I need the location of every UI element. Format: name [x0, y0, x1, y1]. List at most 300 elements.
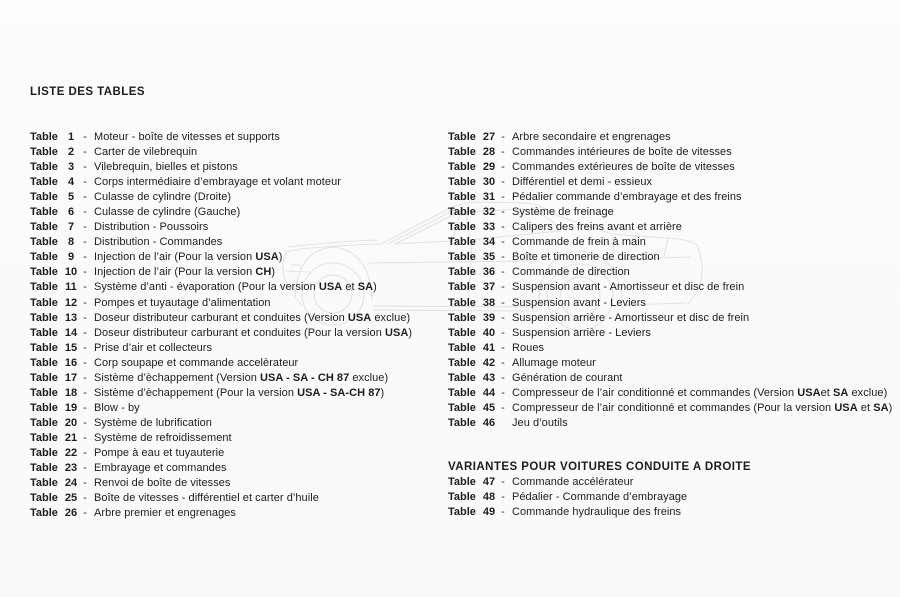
table-row-separator: -: [501, 161, 505, 174]
table-list-left: [30, 130, 448, 521]
table-row-label: Table: [30, 161, 58, 174]
table-row-separator: -: [83, 146, 87, 159]
table-row: [30, 175, 448, 190]
variants-heading: VARIANTES POUR VOITURES CONDUITE A DROITE: [448, 460, 751, 473]
table-row-separator: -: [83, 341, 87, 354]
table-row-label: Table: [30, 221, 58, 234]
table-row-label: Table: [30, 401, 58, 414]
table-row: [448, 356, 900, 371]
description-segment: Système d’anti - évaporation (Pour la version: [94, 281, 319, 294]
table-row-separator: -: [501, 341, 505, 354]
description-segment: Pédalier - Commande d’embrayage: [512, 490, 688, 503]
table-row-number: 45: [482, 401, 496, 414]
table-row: [448, 490, 900, 505]
table-row-number: 46: [482, 416, 496, 429]
table-row-label: Table: [30, 341, 58, 354]
table-row: [448, 190, 900, 205]
description-bold-segment: USA - SA-CH 87: [297, 386, 381, 399]
table-row-description: [91, 130, 280, 145]
description-segment: Suspension arrière - Amortisseur et disc de frein: [512, 311, 750, 324]
table-row: [448, 175, 900, 190]
table-row-description: [91, 386, 384, 401]
table-row: [448, 235, 900, 250]
table-row-label: Table: [448, 191, 476, 204]
description-bold-segment: SA: [873, 401, 889, 414]
table-row-label: Table: [448, 176, 476, 189]
table-row-separator: -: [83, 311, 87, 324]
table-row-separator: -: [83, 446, 87, 459]
description-segment: Injection de l’air (Pour la version: [94, 251, 256, 264]
table-row-number: 44: [482, 386, 496, 399]
description-segment: ): [888, 401, 893, 414]
table-row-number: 16: [64, 356, 78, 369]
table-row-label: Table: [30, 507, 58, 520]
table-row: [30, 311, 448, 326]
description-segment: Allumage moteur: [512, 356, 596, 369]
table-row-label: Table: [30, 326, 58, 339]
table-row: [30, 446, 448, 461]
table-row-description: [509, 205, 614, 220]
table-row: [448, 475, 900, 490]
table-row-description: [91, 341, 212, 356]
table-row-separator: -: [501, 191, 505, 204]
table-row-description: [509, 250, 660, 265]
table-row-separator: -: [501, 356, 505, 369]
description-segment: Distribution - Commandes: [94, 236, 223, 249]
table-row: [448, 401, 900, 416]
table-row-number: 43: [482, 371, 496, 384]
table-row-separator: -: [83, 431, 87, 444]
description-segment: Système de freinage: [512, 206, 614, 219]
description-bold-segment: USA: [318, 281, 343, 294]
description-segment: Arbre secondaire et engrenages: [512, 131, 671, 143]
description-segment: Blow - by: [94, 401, 140, 414]
table-row-description: [509, 341, 544, 356]
table-row-separator: -: [83, 281, 87, 294]
table-row-description: [91, 476, 231, 491]
table-row-description: [91, 446, 224, 461]
table-row-separator: -: [501, 206, 505, 219]
description-segment: Culasse de cylindre (Droite): [94, 191, 232, 204]
table-row: [30, 220, 448, 235]
description-segment: Génération de courant: [512, 371, 623, 384]
description-segment: exclue): [848, 386, 888, 399]
table-row-number: 13: [64, 311, 78, 324]
table-row-description: [509, 175, 652, 190]
table-row-separator: -: [501, 221, 505, 234]
description-segment: Prise d’air et collecteurs: [94, 341, 213, 354]
table-row-label: Table: [448, 341, 476, 354]
table-row-description: [509, 145, 732, 160]
table-row-number: 5: [67, 191, 75, 204]
table-row-description: [509, 416, 568, 431]
table-row-separator: -: [501, 475, 505, 488]
description-segment: Commande accélérateur: [512, 475, 634, 488]
table-row-label: Table: [30, 431, 58, 444]
description-segment: Doseur distributeur carburant et conduites (Version: [94, 311, 348, 324]
table-row-description: [509, 490, 687, 505]
table-row-separator: -: [83, 296, 87, 309]
description-segment: Sistème d’èchappement (Pour la version: [94, 386, 298, 399]
table-row-label: Table: [30, 356, 58, 369]
table-row-label: Table: [448, 161, 476, 174]
table-row: [448, 145, 900, 160]
description-segment: Injection de l’air (Pour la version: [94, 266, 256, 279]
page-title: LISTE DES TABLES: [30, 86, 145, 98]
table-row-separator: -: [83, 386, 87, 399]
table-row-description: [91, 145, 197, 160]
table-row-number: 22: [64, 446, 78, 459]
description-bold-segment: USA: [834, 401, 858, 414]
table-row: [30, 506, 448, 521]
table-row-separator: -: [501, 296, 505, 309]
table-row: [30, 371, 448, 386]
table-row-number: 24: [64, 477, 78, 490]
table-row: [448, 130, 900, 145]
table-row-number: 26: [64, 507, 78, 520]
description-segment: Compresseur de l’air conditionné et commandes (Pour la version: [512, 401, 835, 414]
table-row-number: 15: [64, 341, 78, 354]
table-row-label: Table: [30, 281, 58, 294]
table-row: [30, 461, 448, 476]
table-row-label: Table: [30, 311, 58, 324]
description-bold-segment: SA: [357, 281, 374, 294]
table-row-number: 39: [482, 311, 496, 324]
table-row-description: [91, 190, 231, 205]
table-row-label: Table: [30, 146, 58, 159]
table-row-label: Table: [30, 386, 58, 399]
table-row-number: 47: [482, 475, 496, 488]
table-row: [30, 235, 448, 250]
table-row: [30, 296, 448, 311]
table-row-label: Table: [30, 266, 58, 279]
table-row-number: 12: [64, 296, 78, 309]
description-segment: Pompes et tuyautage d’alimentation: [94, 296, 271, 309]
table-row-description: [91, 311, 410, 326]
table-row: [448, 220, 900, 235]
description-segment: ): [278, 251, 283, 264]
table-row-number: 27: [482, 131, 496, 143]
table-row-label: Table: [448, 490, 476, 503]
table-row-number: 35: [482, 251, 496, 264]
table-row-number: 1: [67, 131, 75, 143]
table-row-description: [509, 326, 651, 341]
table-row-description: [509, 265, 630, 280]
table-row-separator: -: [83, 206, 87, 219]
table-row-number: 41: [482, 341, 496, 354]
table-row-description: [91, 205, 240, 220]
table-row-label: Table: [448, 416, 476, 429]
table-row: [30, 130, 448, 145]
table-row-label: Table: [448, 206, 476, 219]
table-row: [448, 160, 900, 175]
table-row-separator: -: [83, 416, 87, 429]
table-row: [30, 280, 448, 295]
table-row-description: [509, 371, 623, 386]
description-bold-segment: USA: [384, 326, 409, 339]
table-row-separator: -: [501, 386, 505, 399]
description-segment: Distribution - Poussoirs: [94, 221, 209, 234]
table-row-label: Table: [30, 296, 58, 309]
description-bold-segment: CH: [255, 266, 272, 279]
description-segment: ): [408, 326, 413, 339]
table-row-number: 37: [482, 281, 496, 294]
table-row: [448, 250, 900, 265]
table-row-description: [509, 280, 744, 295]
description-segment: Système de refroidissement: [94, 431, 232, 444]
table-row-description: [91, 371, 388, 386]
table-row: [30, 145, 448, 160]
table-row-description: [91, 506, 236, 521]
description-segment: Pédalier commande d’embrayage et des freins: [512, 191, 742, 204]
table-row: [30, 326, 448, 341]
table-row-number: 4: [67, 176, 75, 189]
description-segment: Arbre premier et engrenages: [94, 507, 236, 520]
table-row-separator: -: [83, 191, 87, 204]
table-row-separator: -: [83, 221, 87, 234]
table-row: [448, 371, 900, 386]
description-segment: Jeu d’outils: [512, 416, 568, 429]
table-row-number: 6: [67, 206, 75, 219]
table-row: [30, 250, 448, 265]
table-row-separator: -: [501, 266, 505, 279]
table-row-description: [509, 386, 887, 401]
table-row-number: 17: [64, 371, 78, 384]
description-segment: exclue): [371, 311, 411, 324]
table-row-separator: -: [83, 236, 87, 249]
table-row-label: Table: [448, 506, 476, 519]
description-segment: Pompe à eau et tuyauterie: [94, 446, 225, 459]
table-row-number: 32: [482, 206, 496, 219]
table-row-description: [91, 175, 341, 190]
table-row-description: [509, 505, 681, 520]
description-segment: Roues: [512, 341, 545, 354]
description-segment: ): [380, 386, 385, 399]
table-row-separator: -: [501, 176, 505, 189]
table-row-number: 42: [482, 356, 496, 369]
table-row-description: [509, 311, 749, 326]
table-row-number: 19: [64, 401, 78, 414]
variants-table-list: [448, 475, 900, 520]
description-segment: Compresseur de l’air conditionné et commandes (Version: [512, 386, 798, 399]
table-row-separator: -: [83, 251, 87, 264]
table-row-separator: -: [501, 371, 505, 384]
description-segment: Suspension avant - Leviers: [512, 296, 646, 309]
table-row-description: [509, 401, 892, 416]
description-segment: Corps intermédiaire d’embrayage et volant moteur: [94, 176, 341, 189]
table-row-description: [91, 265, 275, 280]
description-segment: Doseur distributeur carburant et conduites (Pour la version: [94, 326, 385, 339]
table-row-description: [91, 160, 238, 175]
table-row-number: 49: [482, 506, 496, 519]
table-row: [30, 190, 448, 205]
table-row-description: [509, 220, 682, 235]
table-row-separator: -: [83, 507, 87, 520]
description-segment: Culasse de cylindre (Gauche): [94, 206, 241, 219]
table-row-label: Table: [30, 492, 58, 505]
description-segment: Suspension arrière - Leviers: [512, 326, 651, 339]
table-row-number: 9: [67, 251, 75, 264]
table-row-description: [509, 235, 646, 250]
table-row-number: 2: [67, 146, 75, 159]
table-row-label: Table: [30, 131, 58, 143]
table-row-label: Table: [30, 371, 58, 384]
description-bold-segment: USA: [797, 386, 821, 399]
table-row: [448, 505, 900, 520]
table-row-separator: -: [83, 176, 87, 189]
table-row-separator: -: [501, 490, 505, 503]
table-row-separator: -: [501, 506, 505, 519]
table-row-separator: -: [83, 462, 87, 475]
table-row-label: Table: [30, 236, 58, 249]
table-row-label: Table: [30, 191, 58, 204]
description-segment: Carter de vilebrequin: [94, 146, 198, 159]
table-row-description: [91, 220, 208, 235]
right-column: [448, 130, 900, 520]
description-segment: Vilebrequin, bielles et pistons: [94, 161, 238, 174]
table-row-number: 11: [65, 281, 77, 294]
table-row-number: 8: [67, 236, 75, 249]
table-row-separator: -: [501, 131, 505, 143]
description-segment: Renvoi de boîte de vitesses: [94, 477, 231, 490]
description-segment: Commandes extérieures de boîte de vitesses: [512, 161, 735, 174]
table-row-description: [509, 356, 596, 371]
table-row-number: 25: [64, 492, 78, 505]
table-row-separator: -: [501, 326, 505, 339]
table-row-separator: -: [501, 311, 505, 324]
left-column: [30, 130, 448, 521]
description-segment: et: [857, 401, 874, 414]
table-row: [30, 431, 448, 446]
table-row-label: Table: [30, 477, 58, 490]
table-row-label: Table: [448, 266, 476, 279]
description-segment: Commande hydraulique des freins: [512, 506, 682, 519]
table-row-separator: -: [83, 492, 87, 505]
table-row: [30, 265, 448, 280]
table-row-description: [509, 475, 634, 490]
description-segment: Corp soupape et commande accelèrateur: [94, 356, 299, 369]
table-row-label: Table: [30, 446, 58, 459]
table-row-separator: -: [83, 356, 87, 369]
description-segment: et: [820, 386, 833, 399]
description-segment: Différentiel et demi - essieux: [512, 176, 653, 189]
table-row-number: 21: [64, 431, 78, 444]
description-segment: Commande de frein à main: [512, 236, 646, 249]
table-row: [30, 416, 448, 431]
table-row-number: 38: [482, 296, 496, 309]
table-row-label: Table: [448, 356, 476, 369]
description-segment: Sistème d’èchappement (Version: [94, 371, 261, 384]
table-row: [448, 416, 900, 431]
table-row: [448, 386, 900, 401]
description-segment: Commande de direction: [512, 266, 630, 279]
table-row-number: 33: [482, 221, 496, 234]
table-row: [30, 386, 448, 401]
table-row-number: 18: [64, 386, 78, 399]
table-row-description: [91, 401, 140, 416]
table-row: [448, 311, 900, 326]
table-row: [448, 326, 900, 341]
table-row-label: Table: [30, 462, 58, 475]
table-row: [448, 341, 900, 356]
table-row: [30, 476, 448, 491]
table-row-description: [91, 235, 222, 250]
table-row-separator: -: [83, 326, 87, 339]
table-row-number: 40: [482, 326, 496, 339]
description-segment: Moteur - boîte de vitesses et supports: [94, 131, 280, 143]
table-row-label: Table: [448, 401, 476, 414]
table-row-label: Table: [448, 236, 476, 249]
description-segment: exclue): [349, 371, 389, 384]
table-row-description: [91, 326, 412, 341]
table-row-number: 31: [482, 191, 496, 204]
table-row-separator: -: [501, 236, 505, 249]
table-row: [30, 205, 448, 220]
description-segment: ): [373, 281, 377, 294]
table-row-number: 28: [482, 146, 496, 159]
table-row-label: Table: [448, 131, 476, 143]
description-segment: Embrayage et commandes: [94, 462, 227, 475]
table-row-label: Table: [30, 416, 58, 429]
table-row-description: [91, 356, 298, 371]
table-row: [448, 296, 900, 311]
description-bold-segment: SA: [833, 386, 849, 399]
table-row-separator: -: [83, 161, 87, 174]
table-row-number: 3: [67, 161, 75, 174]
description-segment: et: [342, 281, 358, 294]
table-row-separator: -: [83, 266, 87, 279]
table-row-description: [91, 431, 232, 446]
table-row-separator: -: [83, 371, 87, 384]
table-row: [448, 265, 900, 280]
table-row-label: Table: [448, 386, 476, 399]
table-row-description: [509, 160, 735, 175]
table-row: [30, 401, 448, 416]
description-segment: Commandes intérieures de boîte de vitesses: [512, 146, 732, 159]
table-row-label: Table: [448, 326, 476, 339]
description-segment: ): [271, 266, 276, 279]
table-row-description: [91, 491, 319, 506]
table-row-number: 14: [64, 326, 78, 339]
description-bold-segment: USA: [347, 311, 372, 324]
table-row-number: 10: [64, 266, 78, 279]
table-row-label: Table: [30, 206, 58, 219]
table-row-description: [509, 130, 671, 145]
table-row-number: 7: [67, 221, 75, 234]
table-row-number: 36: [482, 266, 496, 279]
table-row-label: Table: [30, 176, 58, 189]
table-row: [30, 356, 448, 371]
description-segment: Boîte et timonerie de direction: [512, 251, 660, 264]
table-row-label: Table: [30, 251, 58, 264]
description-segment: Système de lubrification: [94, 416, 212, 429]
table-row: [30, 341, 448, 356]
description-segment: Boîte de vitesses - différentiel et carter d’huile: [94, 492, 319, 505]
table-row-number: 30: [482, 176, 496, 189]
table-row-separator: -: [83, 131, 87, 143]
table-row-description: [91, 250, 282, 265]
table-row-separator: -: [501, 401, 505, 414]
table-row-description: [91, 416, 212, 431]
table-row: [448, 280, 900, 295]
table-row-number: 23: [64, 462, 78, 475]
table-row-label: Table: [448, 146, 476, 159]
table-row-separator: -: [83, 401, 87, 414]
table-row-description: [509, 190, 742, 205]
table-row-number: 48: [482, 490, 496, 503]
table-row-number: 34: [482, 236, 496, 249]
table-row-label: Table: [448, 296, 476, 309]
